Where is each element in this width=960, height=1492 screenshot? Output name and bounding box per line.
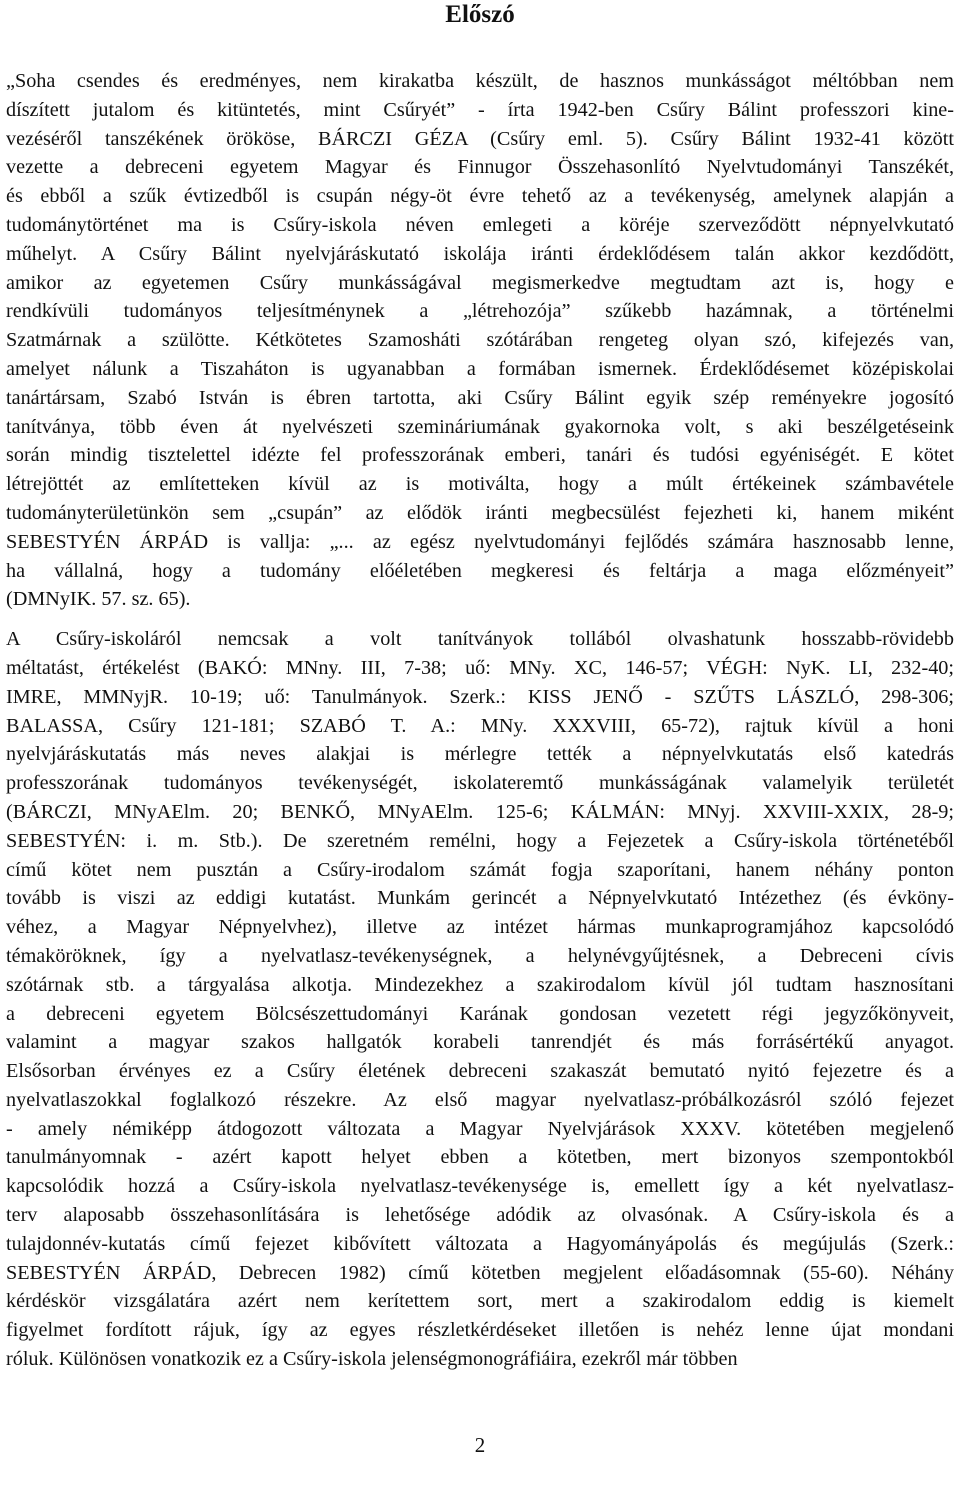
text-line: tudományterületünkön sem „csupán” az elődök iránti megbecsülést fejezheti ki, hanem miként [6, 501, 954, 524]
paragraph-2 [6, 625, 954, 1374]
text-line: témaköröknek, így a nyelvatlasz-tevékenységnek, a helynévgyűjtésnek, a Debreceni cívis [6, 944, 954, 967]
text-line: nyelvjáráskutatás más neves alakjai is mérlegre tették a népnyelvkutatás első katedrás [6, 743, 954, 766]
text-line: műhelyt. A Csűry Bálint nyelvjáráskutató iskolája iránti érdeklődésem talán akkor kezdődött, [6, 242, 954, 265]
text-line: című kötet nem pusztán a Csűry-irodalom számát fogja szaporítani, hanem néhány ponton [6, 858, 954, 881]
text-line: véhez, a Magyar Népnyelvhez), illetve az intézet hármas munkaprogramjához kapcsolódó [6, 916, 954, 939]
text-line: tovább is viszi az eddigi kutatást. Munkám gerincét a Népnyelvkutató Intézethez (és évköny- [6, 887, 954, 910]
text-line: tanítványa, több éven át nyelvészeti szemináriumának gyakornoka volt, s aki beszélgetéseink [6, 415, 954, 438]
text-line: - amely némiképp átdogozott változata a Magyar Nyelvjárások XXXV. kötetében megjelenő [6, 1117, 954, 1140]
text-line: terv alaposabb összehasonlítására is lehetősége adódik az olvasónak. A Csűry-iskola és a [6, 1204, 954, 1227]
text-line: Szatmárnak a szülötte. Kétkötetes Szamosháti szótárában rengeteg olyan szó, kifejezés van, [6, 329, 954, 352]
page-title: Előszó [445, 1, 515, 28]
text-line: figyelmet fordított rájuk, így az egyes részletkérdéseket illetően is nehéz lenne újat mondani [6, 1319, 954, 1342]
text-line: A Csűry-iskoláról nemcsak a volt tanítványok tollából olvashatunk hosszabb-rövidebb [6, 628, 954, 651]
text-line: vezette a debreceni egyetem Magyar és Finnugor Összehasonlító Nyelvtudományi Tanszékét, [6, 156, 954, 179]
text-line: amelyet nálunk a Tiszaháton is ugyanabban a formában ismernek. Érdeklődésemet középiskolai [6, 357, 954, 380]
text-line: kérdéskör vizsgálatára azért nem kerítettem sort, mert a szakirodalom eddig is kiemelt [6, 1290, 954, 1313]
text-line: IMRE, MMNyjR. 10-19; uő: Tanulmányok. Szerk.: KISS JENŐ - SZŰTS LÁSZLÓ, 298-306; [6, 685, 954, 708]
text-line: Elsősorban érvényes ez a Csűry életének debreceni szakaszát bemutató nyitó fejezetre és a [6, 1060, 954, 1083]
text-line: SEBESTYÉN ÁRPÁD, Debrecen 1982) című kötetben megjelent előadásomnak (55-60). Néhány [6, 1261, 954, 1284]
text-line: és ebből a szűk évtizedből is csupán négy-öt évre tehető az a tevékenység, amelynek alapján a [6, 185, 954, 208]
text-line: SEBESTYÉN: i. m. Stb.). De szeretném remélni, hogy a Fejezetek a Csűry-iskola történetéből [6, 829, 954, 852]
text-line: rendkívüli tudományos teljesítménynek a „létrehozója” szűkebb hazámnak, a történelmi [6, 300, 954, 323]
text-line: tudománytörténet ma is Csűry-iskola néven emlegeti a köréje szerveződött népnyelvkutató [6, 213, 954, 236]
text-line: tanulmányomnak - azért kapott helyet ebben a kötetben, mert bizonyos szempontokból [6, 1146, 954, 1169]
text-line: (DMNyIK. 57. sz. 65). [6, 588, 191, 611]
text-line: szótárnak stb. a tárgyalása alkotja. Mindezekhez a szakirodalom kívül jól tudtam hasznosítani [6, 973, 954, 996]
text-line: méltatást, értékelést (BAKÓ: MNny. III, 7-38; uő: MNy. XC, 146-57; VÉGH: NyK. LI, 232-40; [6, 656, 954, 679]
text-line: róluk. Különösen vonatkozik ez a Csűry-iskola jelenségmonográfiáira, ezekről már többen [6, 1348, 738, 1371]
text-line: nyelvatlaszokkal foglalkozó részekre. Az első magyar nyelvatlasz-próbálkozásról szóló fejezet [6, 1088, 954, 1111]
text-line: kapcsolódik hozzá a Csűry-iskola nyelvatlasz-tevékenysége is, emellett így a két nyelvatlasz- [6, 1175, 954, 1198]
text-line: során mindig tisztelettel idézte fel professzorának emberi, tanári és tudósi egyéniségét. E kötet [6, 444, 954, 467]
text-line: amikor az egyetemen Csűry munkásságával megismerkedve megtudtam azt is, hogy e [6, 271, 954, 294]
text-line: létrejöttét az említetteken kívül az is motiválta, hogy a múlt értékeinek számbavétele [6, 473, 954, 496]
document-page [6, 0, 954, 1374]
text-line: professzorának tudományos tevékenységét, iskolateremtő munkásságának valamelyik területét [6, 772, 954, 795]
text-line: valamint a magyar szakos hallgatók korabeli tanrendjét és más forrásértékű anyagot. [6, 1031, 954, 1054]
paragraph-1 [6, 67, 954, 614]
page-number: 2 [474, 1433, 486, 1457]
text-line: (BÁRCZI, MNyAElm. 20; BENKŐ, MNyAElm. 125-6; KÁLMÁN: MNyj. XXVIII-XXIX, 28-9; [6, 800, 954, 823]
text-line: BALASSA, Csűry 121-181; SZABÓ T. A.: MNy. XXXVIII, 65-72), rajtuk kívül a honi [6, 714, 954, 737]
text-line: tanártársam, Szabó István is ébren tartotta, aki Csűry Bálint egyik szép reményekre jogosító [6, 386, 954, 409]
text-line: a debreceni egyetem Bölcsészettudományi Karának gondosan vezetett régi jegyzőkönyveit, [6, 1002, 954, 1025]
text-line: SEBESTYÉN ÁRPÁD is vallja: „... az egész nyelvtudományi fejlődés számára hasznosabb lenne, [6, 530, 954, 553]
text-line: díszített jutalom és kitüntetés, mint Csűryét” - írta 1942-ben Csűry Bálint professzori kine- [6, 98, 954, 121]
text-line: vezéséről tanszékének örököse, BÁRCZI GÉZA (Csűry eml. 5). Csűry Bálint 1932-41 között [6, 127, 954, 150]
text-line: tulajdonnév-kutatás című fejezet kibővített változata a Hagyományápolás és megújulás (Szerk.: [6, 1232, 954, 1255]
text-line: ha vállalná, hogy a tudomány előéletében megkeresi és feltárja a maga előzményeit” [6, 559, 954, 582]
text-line: „Soha csendes és eredményes, nem kirakatba készült, de hasznos munkásságot méltóbban nem [6, 70, 954, 92]
